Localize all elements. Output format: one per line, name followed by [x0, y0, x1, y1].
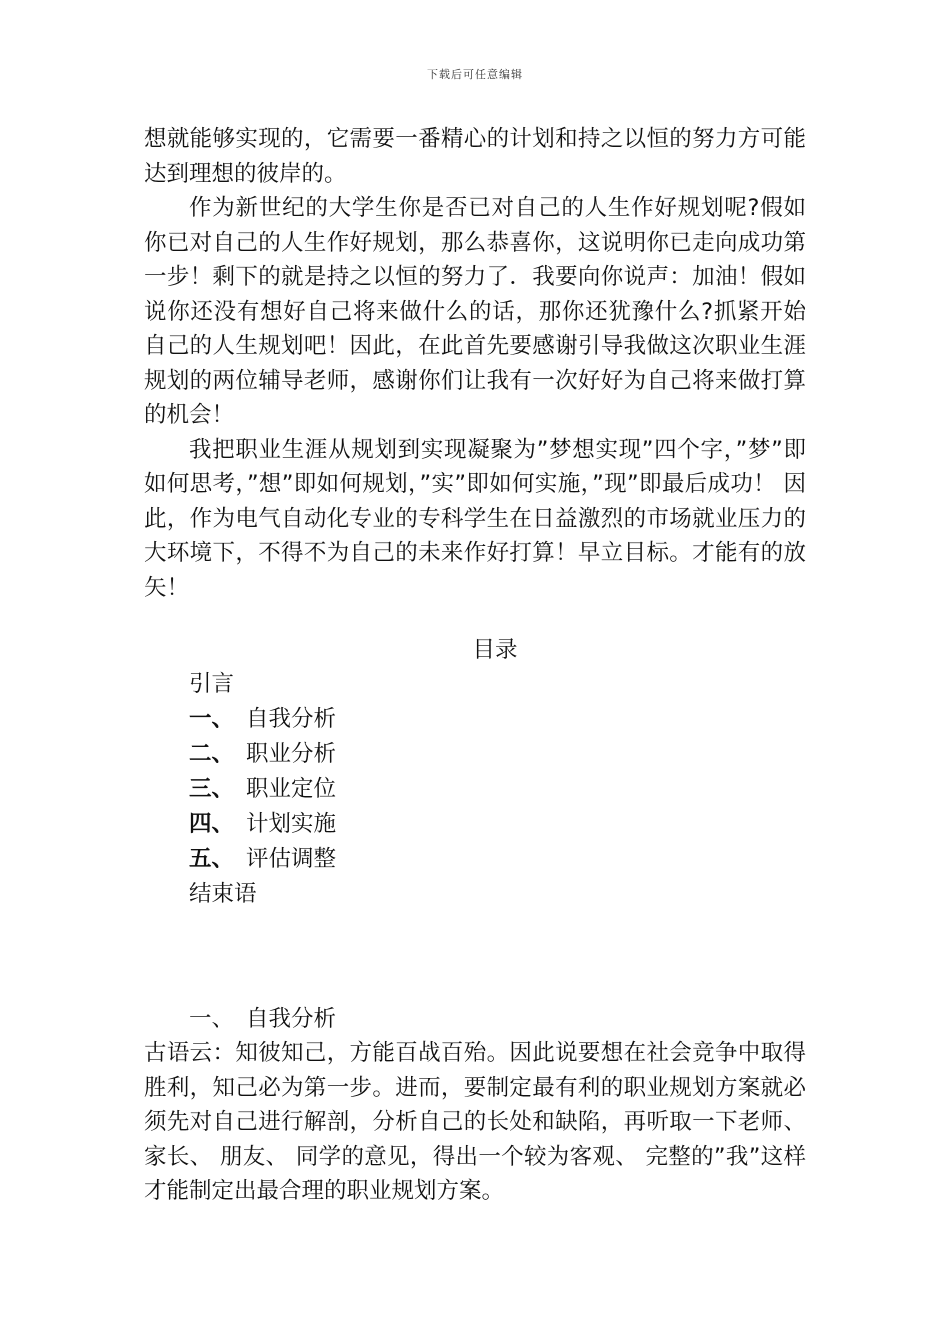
toc-item-label: 自我分析: [246, 706, 337, 732]
toc-item-number: 二、: [189, 741, 235, 767]
toc-item-number: 五、: [189, 846, 235, 872]
toc-item-number: 一、: [189, 706, 235, 732]
section-heading: [144, 1002, 806, 1036]
toc-item-label: 结束语: [189, 881, 257, 907]
toc-item-label: 计划实施: [246, 811, 337, 837]
page-header: 下载后可任意编辑: [427, 68, 523, 81]
section-number: 一、: [189, 1006, 235, 1032]
toc-item-label: 评估调整: [246, 846, 337, 872]
toc-item-ending: [189, 877, 806, 912]
toc-item: [189, 772, 806, 807]
toc-item: [189, 842, 806, 877]
toc-item-number: 四、: [189, 811, 235, 837]
paragraph-dream: 我把职业生涯从规划到实现凝聚为”梦想实现”四个字，”梦”即如何思考，”想”即如何规划，”实”即如何实施，”现”即最后成功！ 因此，作为电气自动化专业的专科学生在日益激烈的市场就业压力的大环境下，不得不为自己的未来作好打算！早立目标。才能有的放矢！: [144, 436, 806, 601]
section-title: 自我分析: [246, 1006, 337, 1032]
paragraph-planning: 作为新世纪的大学生你是否已对自己的人生作好规划呢?假如你已对自己的人生作好规划，那么恭喜你，这说明你已走向成功第一步！剩下的就是持之以恒的努力了．我要向你说声：加油！假如说你还没有想好自己将来做什么的话，那你还犹豫什么?抓紧开始自己的人生规划吧！因此，在此首先要感谢引导我做这次职业生涯规划的两位辅导老师，感谢你们让我有一次好好为自己将来做打算的机会！: [144, 195, 806, 428]
toc-item-intro: [189, 667, 806, 702]
toc-item: [189, 702, 806, 737]
toc-title: 目录: [472, 637, 518, 663]
section-body: 古语云：知彼知己，方能百战百殆。因此说要想在社会竞争中取得胜利，知己必为第一步。进而，要制定最有利的职业规划方案就必须先对自己进行解剖，分析自己的长处和缺陷，再听取一下老师、 家长、 朋友、 同学的意见，得出一个较为客观、 完整的”我”这样才能制定出最合理的职业规划方案。: [144, 1040, 806, 1204]
table-of-contents: [144, 667, 806, 912]
toc-item-label: 职业定位: [246, 776, 337, 802]
toc-item-label: 引言: [189, 671, 235, 697]
paragraph-continuation: 想就能够实现的，它需要一番精心的计划和持之以恒的努力方可能达到理想的彼岸的。: [144, 126, 806, 187]
toc-item: [189, 807, 806, 842]
toc-item-number: 三、: [189, 776, 235, 802]
toc-item: [189, 737, 806, 772]
document-body: [144, 122, 806, 1209]
toc-item-label: 职业分析: [246, 741, 337, 767]
